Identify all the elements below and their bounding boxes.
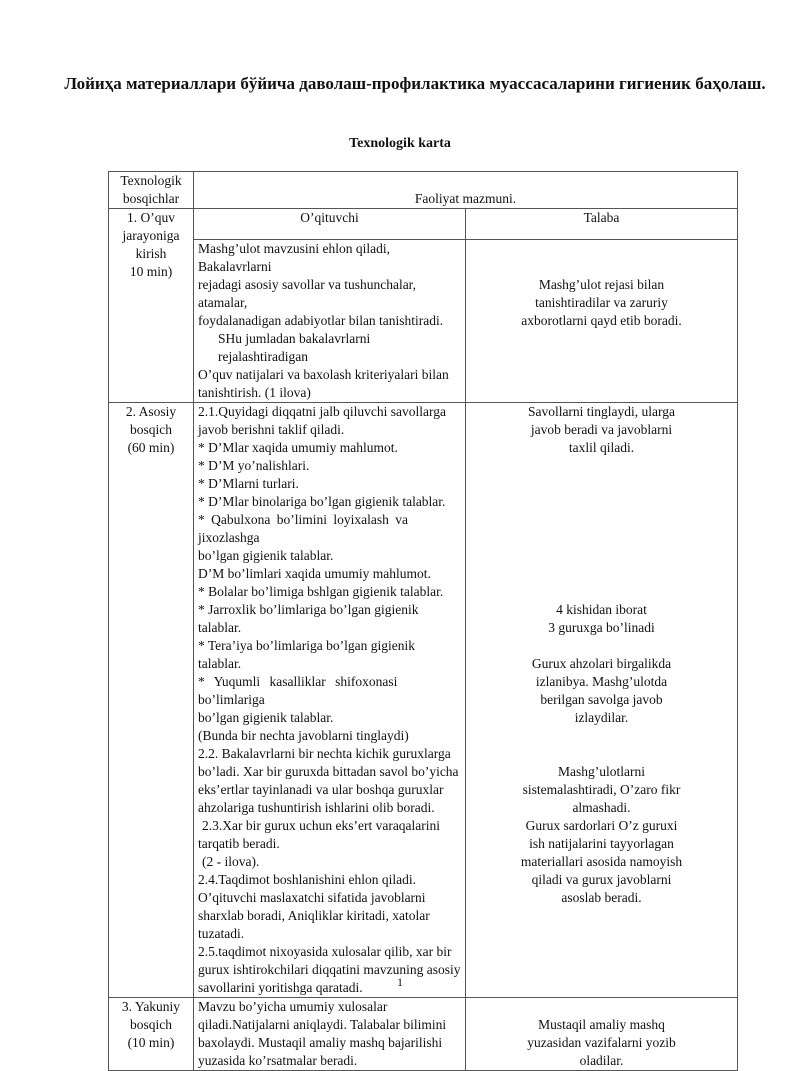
student-header: Talaba (466, 209, 738, 240)
table-row-stage1 (109, 240, 738, 403)
col-header-activity: Faoliyat mazmuni. (194, 172, 738, 209)
col-header-stages: Texnologik bosqichlar (109, 172, 194, 209)
stage1-teacher: Mashg’ulot mavzusini ehlon qiladi, Bakalavrlarni rejadagi asosiy savollar va tushunchalar, atamalar, foydalanadigan adabiyotlar bilan tanishtiradi. SHu jumladan bakalavrlarni rejalashtiradigan O’quv natijalari va baxolash kriteriyalari bilan tanishtirish. (1 ilova) (194, 240, 466, 403)
stage1-student: Mashg’ulot rejasi bilan tanishtiradilar va zaruriy axborotlarni qayd etib boradi. (466, 240, 738, 403)
stage1-name: 1. O’quv jarayoniga kirish 10 min) (109, 209, 194, 403)
table-row-stage1-header (109, 209, 738, 240)
stage3-name: 3. Yakuniy bosqich (10 min) (109, 998, 194, 1071)
page-title: Лойиҳа материаллари бўйича даволаш-профилактика муассасаларини гигиеник баҳолаш. (64, 74, 766, 93)
page-subtitle: Texnologik karta (349, 136, 451, 151)
page-number: 1 (397, 975, 403, 989)
table-row-stage2 (109, 403, 738, 998)
tech-card-table (108, 171, 738, 1071)
stage2-teacher: 2.1.Quyidagi diqqatni jalb qiluvchi savollarga javob berishni taklif qiladi. * D’Mlar xaqida umumiy mahlumot. * D’M yo’nalishlari. * D’Mlarni turlari. * D’Mlar binolariga bo’lgan gigienik talablar. * Qabulxona bo’limini loyixalash va jixozlashga bo’lgan gigienik talablar. D’M bo’limlari xaqida umumiy mahlumot. * Bolalar bo’limiga bshlgan gigienik talablar. * Jarroxlik bo’limlariga bo’lgan gigienik talablar. * Tera’iya bo’limlariga bo’lgan gigienik talablar. * Yuqumli kasalliklar shifoxonasi bo’limlariga bo’lgan gigienik talablar. (Bunda bir nechta javoblarni tinglaydi) 2.2. Bakalavrlarni bir nechta kichik guruxlarga bo’ladi. Xar bir guruxda bittadan savol bo’yicha eks’ertlar tayinlanadi va ular boshqa guruxlar ahzolariga tushuntirish ishlarini olib boradi. 2.3.Xar bir gurux uchun eks’ert varaqalarini tarqatib beradi. (2 - ilova). 2.4.Taqdimot boshlanishini ehlon qiladi. O’qituvchi maslaxatchi sifatida javoblarni sharxlab boradi, Aniqliklar kiritadi, xatolar tuzatadi. 2.5.taqdimot nixoyasida xulosalar qilib, xar bir gurux ishtirokchilari diqqatini mavzuning asosiy savollarini yoritishga qaratadi. (194, 403, 466, 998)
table-row-stage3 (109, 998, 738, 1071)
teacher-header: O’qituvchi (194, 209, 466, 240)
stage2-name: 2. Asosiy bosqich (60 min) (109, 403, 194, 998)
table-header-row (109, 172, 738, 209)
stage2-student: Savollarni tinglaydi, ularga javob beradi va javoblarni taxlil qiladi. 4 kishidan iborat 3 guruxga bo’linadi Gurux ahzolari birgalikda izlanibya. Mashg’ulotda berilgan savolga javob izlaydilar. Mashg’ulotlarni sistemalashtiradi, O’zaro fikr almashadi. Gurux sardorlari O’z guruxi ish natijalarini tayyorlagan materiallari asosida namoyish qiladi va gurux javoblarni asoslab beradi. (466, 403, 738, 998)
stage3-teacher: Mavzu bo’yicha umumiy xulosalar qiladi.Natijalarni aniqlaydi. Talabalar bilimini baxolaydi. Mustaqil amaliy mashq bajarilishi yuzasida ko’rsatmalar beradi. (194, 998, 466, 1071)
stage3-student: Mustaqil amaliy mashq yuzasidan vazifalarni yozib oladilar. (466, 998, 738, 1071)
